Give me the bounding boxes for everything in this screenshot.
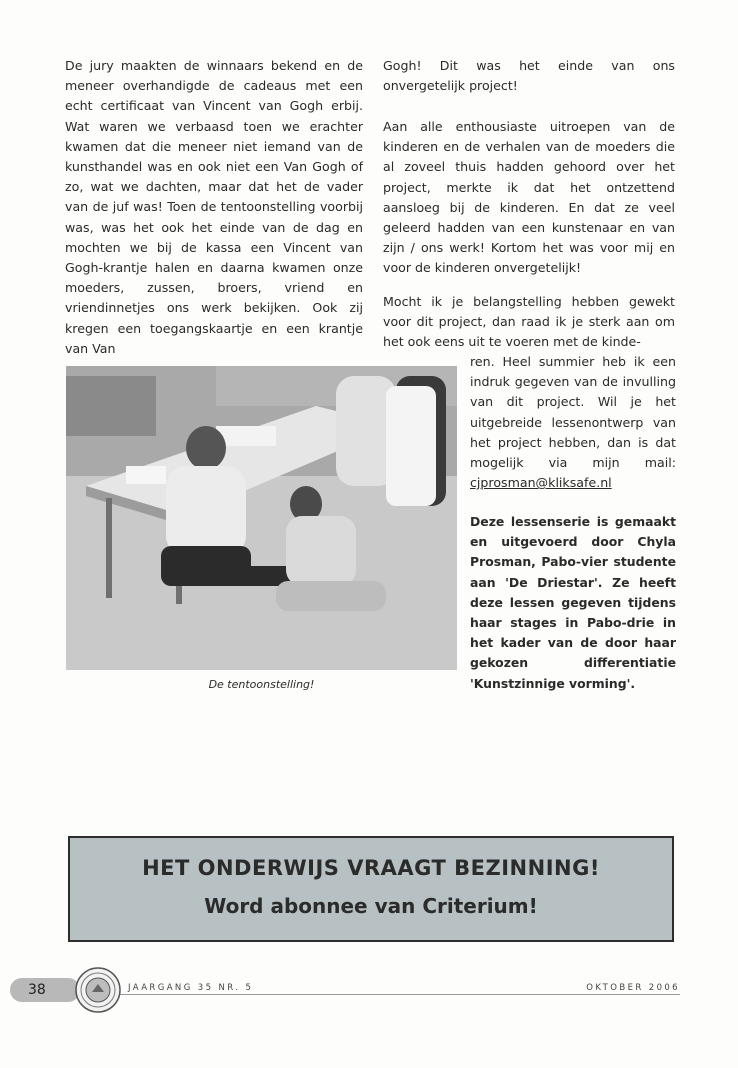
subscription-banner bbox=[68, 836, 674, 942]
footer-rule bbox=[118, 994, 680, 995]
article-right-paragraph-2: Aan alle enthousiaste uitroepen van de kinderen en de verhalen van de moeders die al zoveel thuis hadden gehoord over het project, merkte ik dat het ontzettend aansloeg bij de kinderen. En dat ze veel geleerd hadden van een kunstenaar en van zijn / ons werk! Kortom het was voor mij en voor de kinderen onvergetelijk! bbox=[383, 119, 675, 276]
article-right-paragraph-3-start: Mocht ik je belangstelling hebben gewekt voor dit project, dan raad ik je sterk aan om het ook eens uit te voeren met de kinde- bbox=[383, 294, 675, 350]
banner-subheadline: Word abonnee van Criterium! bbox=[204, 894, 538, 918]
email-link[interactable]: cjprosman@kliksafe.nl bbox=[470, 475, 612, 491]
article-right-paragraph-3-wrap bbox=[470, 352, 676, 493]
exhibition-photo-illustration bbox=[66, 366, 457, 670]
article-left-column: De jury maakten de winnaars bekend en de meneer overhandigde de cadeaus met een echt certificaat van Vincent van Gogh erbij. Wat waren we verbaasd toen we erachter kwamen dat die meneer niet iemand van de kunsthandel was en ook niet een Van Gogh of zo, wat we dachten, maar dat het de vader van de juf was! Toen de tentoonstelling voorbij was, was het ook het einde van de dag en mochten we bij de kassa een Vincent van Gogh-krantje halen en daarna kwamen onze moeders, zussen, broers, vriend en vriendinnetjes ons werk bekijken. Ook zij kregen een toegangskaartje en een krantje van Van bbox=[65, 58, 363, 356]
footer-date: OKTOBER 2006 bbox=[586, 983, 680, 993]
article-right-paragraph-1: Gogh! Dit was het einde van ons onvergetelijk project! bbox=[383, 58, 675, 94]
page-number: 38 bbox=[10, 978, 80, 1002]
banner-headline: HET ONDERWIJS VRAAGT BEZINNING! bbox=[142, 856, 600, 880]
author-credit: Deze lessenserie is gemaakt en uitgevoerd door Chyla Prosman, Pabo-vier studente aan 'De Driestar'. Ze heeft deze lessen gegeven tijdens haar stages in Pabo-drie in het kader van de door haar gekozen differentiatie 'Kunstzinnige vorming'. bbox=[470, 514, 676, 691]
journal-seal-icon bbox=[74, 966, 122, 1014]
exhibition-photo bbox=[66, 366, 457, 670]
wrap-text: ren. Heel summier heb ik een indruk gegeven van de invulling van dit project. Wil je het uitgebreide lessenontwerp van het project hebben, dan is dat mogelijk via mijn mail: bbox=[470, 354, 676, 471]
footer-volume: JAARGANG 35 NR. 5 bbox=[128, 983, 254, 993]
photo-caption: De tentoonstelling! bbox=[208, 678, 315, 691]
